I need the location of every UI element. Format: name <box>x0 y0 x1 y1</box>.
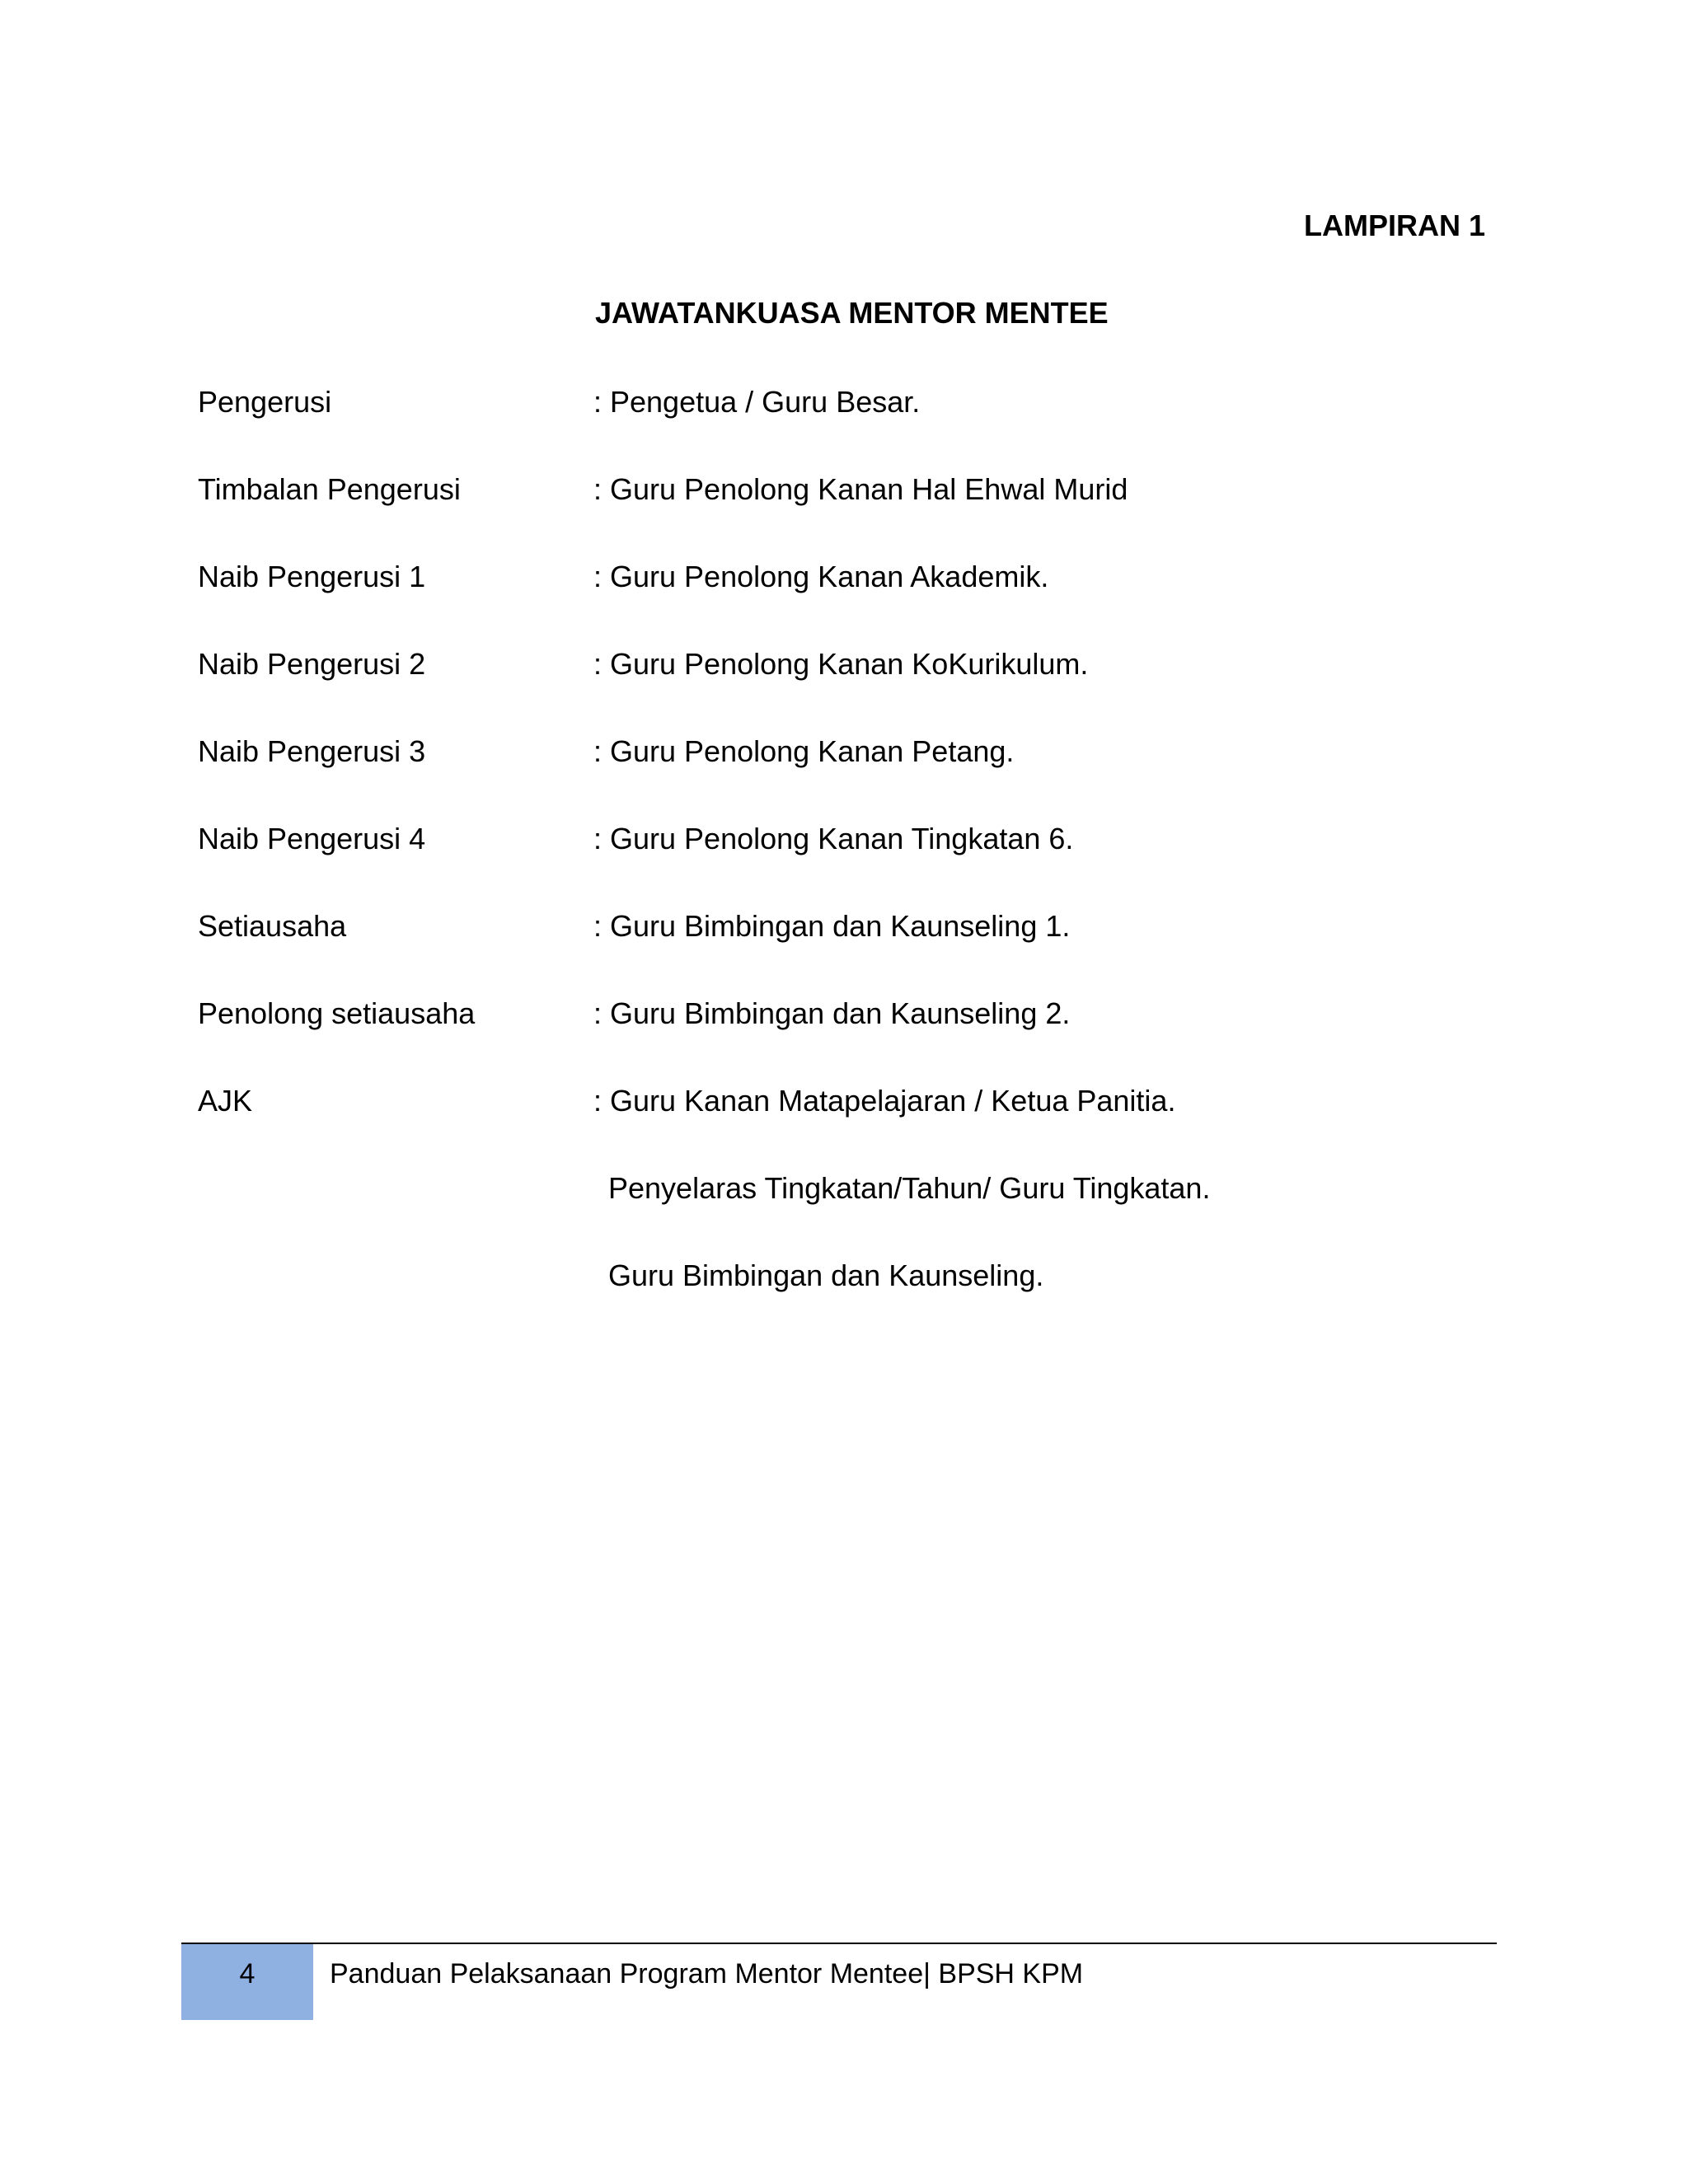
committee-row <box>0 552 1688 602</box>
footer-text: Panduan Pelaksanaan Program Mentor Mentee| BPSH KPM <box>330 1958 1084 1990</box>
committee-row <box>0 902 1688 951</box>
ajk-additional-row <box>0 1164 1688 1213</box>
page-number: 4 <box>239 1958 256 1990</box>
document-title: JAWATANKUASA MENTOR MENTEE <box>595 296 1109 330</box>
role-label: Setiausaha <box>198 909 347 943</box>
role-label: Penolong setiausaha <box>198 996 476 1030</box>
role-assignment: : Guru Penolong Kanan Tingkatan 6. <box>593 822 1074 855</box>
role-assignment: : Guru Penolong Kanan Hal Ehwal Murid <box>593 472 1128 506</box>
role-label: AJK <box>198 1084 253 1118</box>
role-assignment: : Guru Penolong Kanan KoKurikulum. <box>593 647 1089 681</box>
committee-row <box>0 640 1688 689</box>
role-label: Naib Pengerusi 4 <box>198 822 426 855</box>
committee-row <box>0 377 1688 427</box>
role-assignment: : Guru Kanan Matapelajaran / Ketua Panitia. <box>593 1084 1176 1118</box>
ajk-additional-member: Penyelaras Tingkatan/Tahun/ Guru Tingkatan. <box>608 1171 1211 1205</box>
role-label: Pengerusi <box>198 385 332 419</box>
ajk-additional-row <box>0 1251 1688 1301</box>
role-assignment: : Pengetua / Guru Besar. <box>593 385 921 419</box>
role-label: Naib Pengerusi 3 <box>198 734 426 768</box>
role-assignment: : Guru Bimbingan dan Kaunseling 2. <box>593 996 1071 1030</box>
annex-label: LAMPIRAN 1 <box>1303 209 1485 242</box>
footer-divider <box>181 1943 1497 1944</box>
committee-row <box>0 727 1688 776</box>
role-assignment: : Guru Bimbingan dan Kaunseling 1. <box>593 909 1071 943</box>
role-label: Timbalan Pengerusi <box>198 472 461 506</box>
committee-row <box>0 989 1688 1038</box>
ajk-additional-member: Guru Bimbingan dan Kaunseling. <box>608 1258 1044 1292</box>
committee-row <box>0 1076 1688 1126</box>
role-assignment: : Guru Penolong Kanan Akademik. <box>593 560 1049 593</box>
role-assignment: : Guru Penolong Kanan Petang. <box>593 734 1015 768</box>
committee-row <box>0 814 1688 864</box>
committee-row <box>0 465 1688 514</box>
role-label: Naib Pengerusi 2 <box>198 647 426 681</box>
role-label: Naib Pengerusi 1 <box>198 560 426 593</box>
